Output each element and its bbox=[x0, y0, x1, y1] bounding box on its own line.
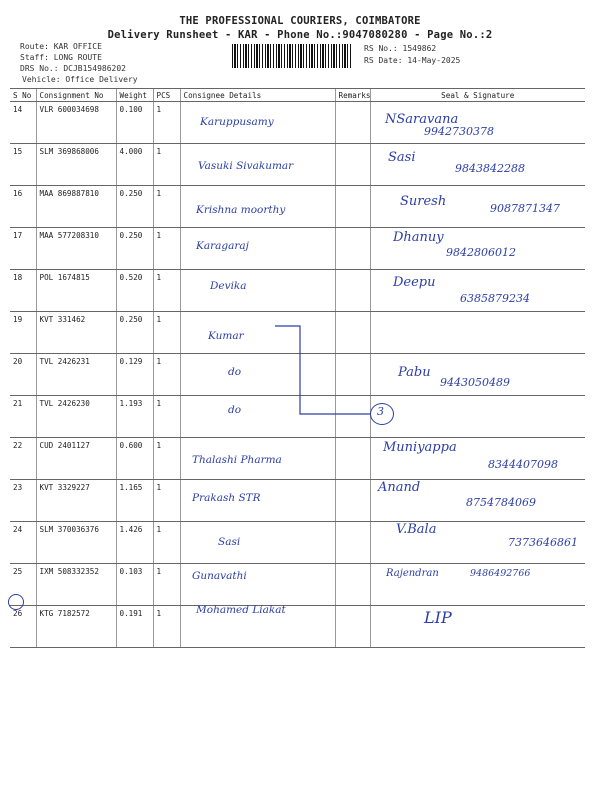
cell-weight: 0.100 bbox=[116, 102, 153, 144]
hw-phone: 7373646861 bbox=[508, 536, 578, 549]
cell-seal-signature bbox=[370, 396, 585, 438]
cell-consignment-no: POL 1674815 bbox=[36, 270, 116, 312]
cell-remarks bbox=[335, 270, 370, 312]
cell-pcs: 1 bbox=[153, 312, 180, 354]
cell-remarks bbox=[335, 438, 370, 480]
cell-weight: 0.520 bbox=[116, 270, 153, 312]
signature: Pabu bbox=[398, 365, 431, 380]
cell-sno: 16 bbox=[10, 186, 36, 228]
cell-seal-signature bbox=[370, 606, 585, 648]
table-row bbox=[10, 102, 585, 144]
cell-pcs: 1 bbox=[153, 186, 180, 228]
cell-consignee-details bbox=[180, 270, 335, 312]
cell-pcs: 1 bbox=[153, 270, 180, 312]
cell-sno: 20 bbox=[10, 354, 36, 396]
barcode bbox=[232, 44, 352, 68]
table-row bbox=[10, 606, 585, 648]
cell-sno: 17 bbox=[10, 228, 36, 270]
cell-sno: 21 bbox=[10, 396, 36, 438]
rs-date-label: RS Date: 14-May-2025 bbox=[364, 56, 461, 65]
cell-consignment-no: KTG 7182572 bbox=[36, 606, 116, 648]
cell-sno: 24 bbox=[10, 522, 36, 564]
cell-remarks bbox=[335, 228, 370, 270]
cell-sno: 23 bbox=[10, 480, 36, 522]
vehicle-label: Vehicle: Office Delivery bbox=[22, 75, 138, 84]
cell-seal-signature bbox=[370, 312, 585, 354]
cell-consignment-no: CUD 2401127 bbox=[36, 438, 116, 480]
hw-phone: 6385879234 bbox=[460, 292, 530, 305]
cell-pcs: 1 bbox=[153, 480, 180, 522]
bracket-mark bbox=[270, 322, 380, 422]
hw-name: Thalashi Pharma bbox=[192, 454, 282, 466]
cell-remarks bbox=[335, 186, 370, 228]
col-sno: S No bbox=[10, 89, 36, 102]
signature: Deepu bbox=[393, 275, 436, 290]
bracket-count: 3 bbox=[377, 405, 384, 418]
cell-weight: 0.191 bbox=[116, 606, 153, 648]
hw-phone: 9942730378 bbox=[424, 125, 494, 138]
hw-phone: 8754784069 bbox=[466, 496, 536, 509]
cell-sno: 15 bbox=[10, 144, 36, 186]
cell-weight: 0.103 bbox=[116, 564, 153, 606]
table-header-row bbox=[10, 89, 585, 102]
cell-pcs: 1 bbox=[153, 606, 180, 648]
hw-name: do bbox=[228, 404, 242, 416]
signature: Suresh bbox=[400, 194, 447, 209]
cell-sno: 22 bbox=[10, 438, 36, 480]
cell-sno: 18 bbox=[10, 270, 36, 312]
cell-remarks bbox=[335, 144, 370, 186]
cell-sno: 26 bbox=[10, 606, 36, 648]
cell-weight: 1.193 bbox=[116, 396, 153, 438]
cell-consignment-no: SLM 369868006 bbox=[36, 144, 116, 186]
hw-name: Gunavathi bbox=[192, 570, 247, 582]
cell-consignee-details bbox=[180, 522, 335, 564]
cell-remarks bbox=[335, 606, 370, 648]
cell-weight: 1.165 bbox=[116, 480, 153, 522]
cell-weight: 0.250 bbox=[116, 312, 153, 354]
table-row bbox=[10, 522, 585, 564]
hw-name: do bbox=[228, 366, 242, 378]
signature: NSaravana bbox=[385, 112, 459, 127]
hw-phone: 8344407098 bbox=[488, 458, 558, 471]
signature: Muniyappa bbox=[383, 440, 457, 455]
runsheet-company-title: THE PROFESSIONAL COURIERS, COIMBATORE bbox=[179, 15, 421, 27]
cell-weight: 0.250 bbox=[116, 228, 153, 270]
cell-pcs: 1 bbox=[153, 354, 180, 396]
cell-consignment-no: SLM 370036376 bbox=[36, 522, 116, 564]
cell-pcs: 1 bbox=[153, 438, 180, 480]
signature: LIP bbox=[424, 608, 452, 627]
signature: V.Bala bbox=[396, 522, 437, 537]
hw-name: Prakash STR bbox=[192, 492, 261, 504]
cell-remarks bbox=[335, 564, 370, 606]
cell-remarks bbox=[335, 480, 370, 522]
cell-pcs: 1 bbox=[153, 564, 180, 606]
cell-remarks bbox=[335, 102, 370, 144]
hw-name: Sasi bbox=[218, 536, 241, 548]
hw-name: Devika bbox=[210, 280, 247, 292]
cell-consignment-no: MAA 577208310 bbox=[36, 228, 116, 270]
cell-weight: 0.250 bbox=[116, 186, 153, 228]
staff-label: Staff: LONG ROUTE bbox=[20, 53, 102, 62]
signature: Dhanuy bbox=[393, 230, 444, 245]
signature: Anand bbox=[378, 480, 421, 495]
hw-phone: 9843842288 bbox=[455, 162, 525, 175]
cell-sno: 25 bbox=[10, 564, 36, 606]
cell-weight: 4.000 bbox=[116, 144, 153, 186]
cell-pcs: 1 bbox=[153, 396, 180, 438]
runsheet-subtitle: Delivery Runsheet - KAR - Phone No.:9047080280 - Page No.:2 bbox=[107, 29, 493, 41]
signature: Sasi bbox=[388, 150, 416, 165]
cell-pcs: 1 bbox=[153, 102, 180, 144]
cell-consignment-no: VLR 600034698 bbox=[36, 102, 116, 144]
rs-no-label: RS No.: 1549862 bbox=[364, 44, 437, 53]
col-weight: Weight bbox=[116, 89, 153, 102]
col-consignee: Consignee Details bbox=[180, 89, 335, 102]
cell-weight: 0.600 bbox=[116, 438, 153, 480]
cell-sno: 19 bbox=[10, 312, 36, 354]
cell-consignment-no: TVL 2426230 bbox=[36, 396, 116, 438]
cell-pcs: 1 bbox=[153, 522, 180, 564]
cell-consignment-no: TVL 2426231 bbox=[36, 354, 116, 396]
col-pcs: PCS bbox=[153, 89, 180, 102]
hw-name: Karuppusamy bbox=[200, 116, 274, 128]
cell-consignment-no: KVT 3329227 bbox=[36, 480, 116, 522]
hw-name: Krishna moorthy bbox=[196, 204, 286, 216]
row-circle-mark bbox=[8, 594, 24, 610]
drs-no-label: DRS No.: DCJB154986202 bbox=[20, 64, 126, 73]
cell-pcs: 1 bbox=[153, 144, 180, 186]
cell-weight: 0.129 bbox=[116, 354, 153, 396]
hw-phone: 9087871347 bbox=[490, 202, 560, 215]
hw-name: Vasuki Sivakumar bbox=[198, 160, 294, 172]
hw-name: Mohamed Liakat bbox=[196, 604, 286, 616]
cell-consignment-no: KVT 331462 bbox=[36, 312, 116, 354]
cell-consignment-no: MAA 869887810 bbox=[36, 186, 116, 228]
cell-weight: 1.426 bbox=[116, 522, 153, 564]
signature: Rajendran bbox=[386, 568, 439, 579]
route-label: Route: KAR OFFICE bbox=[20, 42, 102, 51]
hw-name: Karagaraj bbox=[196, 240, 249, 252]
col-signature: Seal & Signature bbox=[370, 89, 585, 102]
cell-pcs: 1 bbox=[153, 228, 180, 270]
cell-sno: 14 bbox=[10, 102, 36, 144]
hw-phone: 9486492766 bbox=[470, 568, 531, 579]
table-row bbox=[10, 270, 585, 312]
hw-phone: 9443050489 bbox=[440, 376, 510, 389]
hw-name: Kumar bbox=[208, 330, 244, 342]
hw-phone: 9842806012 bbox=[446, 246, 516, 259]
col-remarks: Remarks bbox=[335, 89, 370, 102]
cell-consignment-no: IXM 508332352 bbox=[36, 564, 116, 606]
col-consignment: Consignment No bbox=[36, 89, 116, 102]
cell-remarks bbox=[335, 522, 370, 564]
